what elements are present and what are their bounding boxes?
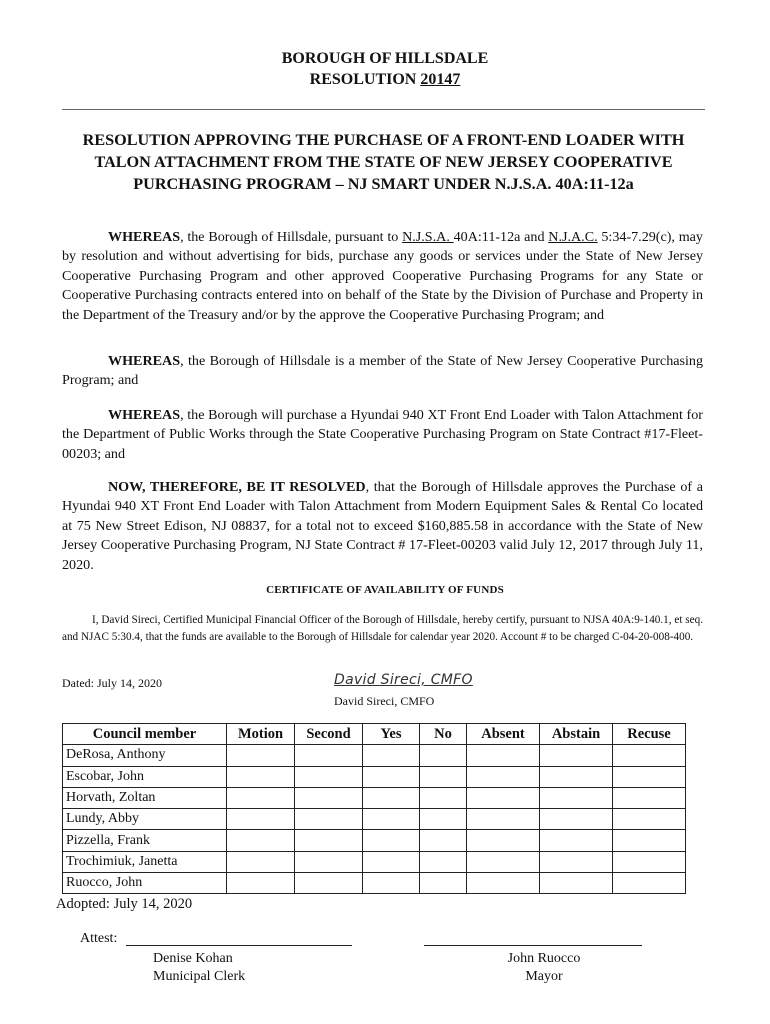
header-divider [62, 109, 705, 110]
table-row [63, 745, 686, 766]
column-header: Recuse [613, 724, 686, 745]
column-header: Yes [363, 724, 420, 745]
borough-name: BOROUGH OF HILLSDALE [281, 50, 489, 67]
whereas-text: 40A:11-12a and [453, 229, 549, 245]
vote-cell [420, 766, 467, 787]
vote-cell [613, 830, 686, 851]
whereas-text: , the Borough of Hillsdale, pursuant to [180, 229, 403, 245]
vote-cell [613, 809, 686, 830]
whereas-paragraph-3 [62, 406, 703, 464]
document-header [0, 48, 770, 90]
vote-cell [540, 787, 613, 808]
column-header: Absent [467, 724, 540, 745]
vote-cell [467, 851, 540, 872]
vote-cell [363, 809, 420, 830]
vote-cell [227, 766, 295, 787]
certificate-date: Dated: July 14, 2020 [62, 676, 162, 690]
vote-cell [227, 873, 295, 894]
vote-cell [540, 851, 613, 872]
vote-cell [295, 745, 363, 766]
resolved-paragraph [62, 478, 703, 575]
council-member-name: Trochimiuk, Janetta [63, 851, 227, 872]
table-row [63, 809, 686, 830]
vote-cell [363, 851, 420, 872]
vote-cell [227, 787, 295, 808]
vote-cell [420, 745, 467, 766]
signer-name: David Sireci, CMFO [334, 694, 435, 708]
handwritten-signature: David Sireci, CMFO [334, 672, 473, 688]
vote-cell [467, 745, 540, 766]
column-header: Council member [63, 724, 227, 745]
council-vote-table [62, 723, 686, 894]
resolution-title: RESOLUTION APPROVING THE PURCHASE OF A FRONT-END LOADER WITH TALON ATTACHMENT FROM THE STATE OF NEW JERSEY COOPERATIVE PURCHASING PROGRAM – NJ SMART UNDER N.J.S.A. 40A:11-12a [82, 131, 685, 193]
vote-cell [295, 766, 363, 787]
vote-cell [467, 873, 540, 894]
resolution-number-line [0, 69, 770, 90]
vote-cell [295, 830, 363, 851]
council-member-name: Pizzella, Frank [63, 830, 227, 851]
vote-cell [467, 809, 540, 830]
table-row [63, 830, 686, 851]
vote-cell [363, 787, 420, 808]
mayor-signature-block [504, 950, 584, 986]
certificate-heading: CERTIFICATE OF AVAILABILITY OF FUNDS [266, 584, 504, 596]
vote-cell [613, 745, 686, 766]
vote-cell [227, 745, 295, 766]
vote-cell [467, 766, 540, 787]
vote-cell [467, 830, 540, 851]
resolved-lead: NOW, THEREFORE, BE IT RESOLVED [108, 479, 366, 495]
clerk-name: Denise Kohan [153, 951, 233, 966]
vote-cell [540, 766, 613, 787]
whereas-lead: WHEREAS [108, 353, 181, 369]
vote-table-header-row [63, 724, 686, 745]
whereas-text: , the Borough will purchase a Hyundai 940 XT Front End Loader with Talon Attachment for the Department of Public Works through the State Cooperative Purchasing Program on State Contract #17-Fleet-00203; and [62, 407, 703, 462]
vote-cell [540, 830, 613, 851]
table-row [63, 766, 686, 787]
column-header: Second [295, 724, 363, 745]
vote-cell [295, 809, 363, 830]
vote-cell [295, 873, 363, 894]
whereas-text: 5:34-7.29(c), may by resolution and without advertising for bids, purchase any goods or services under the State of New Jersey Cooperative Purchasing Program and other approved Cooperative Purchasing Programs for any State or Cooperative Purchasing contracts entered into on behalf of the State by the Division of Purchase and Property in the Department of the Treasury and/or by the approve the Cooperative Purchasing Program; and [62, 229, 703, 323]
table-row [63, 851, 686, 872]
clerk-title: Municipal Clerk [153, 969, 246, 984]
certificate-body [62, 612, 703, 645]
column-header: Abstain [540, 724, 613, 745]
adopted-date: Adopted: July 14, 2020 [56, 896, 193, 912]
column-header: Motion [227, 724, 295, 745]
vote-cell [420, 787, 467, 808]
table-row [63, 873, 686, 894]
vote-cell [613, 873, 686, 894]
vote-cell [295, 851, 363, 872]
whereas-paragraph-1 [62, 228, 703, 325]
resolution-number: 20147 [420, 71, 461, 88]
whereas-text: , the Borough of Hillsdale is a member of the State of New Jersey Cooperative Purchasing Program; and [62, 353, 703, 389]
council-member-name: Horvath, Zoltan [63, 787, 227, 808]
vote-cell [295, 787, 363, 808]
certificate-text: I, David Sireci, Certified Municipal Financial Officer of the Borough of Hillsdale, hereby certify, pursuant to NJSA 40A:9-140.1, et seq. and NJAC 5:30.4, that the funds are available to the Borough of Hillsdale for calendar year 2020. Account # to be charged C-04-20-008-400. [62, 614, 703, 643]
vote-cell [613, 766, 686, 787]
mayor-signature-line [424, 945, 642, 946]
column-header: No [420, 724, 467, 745]
vote-cell [420, 830, 467, 851]
council-member-name: Escobar, John [63, 766, 227, 787]
vote-cell [613, 851, 686, 872]
resolution-label: RESOLUTION [309, 71, 421, 88]
council-member-name: Lundy, Abby [63, 809, 227, 830]
vote-cell [227, 830, 295, 851]
mayor-name: John Ruocco [507, 951, 581, 966]
vote-cell [467, 787, 540, 808]
council-member-name: Ruocco, John [63, 873, 227, 894]
njsa-citation: N.J.S.A. [402, 229, 454, 245]
whereas-lead: WHEREAS [108, 407, 181, 423]
vote-cell [613, 787, 686, 808]
vote-cell [363, 745, 420, 766]
vote-cell [227, 851, 295, 872]
vote-cell [363, 830, 420, 851]
njac-citation: N.J.A.C. [548, 229, 598, 245]
vote-cell [227, 809, 295, 830]
resolved-text: , that the Borough of Hillsdale approves the Purchase of a Hyundai 940 XT Front End Loader with Talon Attachment from Modern Equipment Sales & Rental Co located at 75 New Street Edison, NJ 08837, for a total not to exceed $160,885.58 in accordance with the State of New Jersey Cooperative Purchasing Program, NJ State Contract # 17-Fleet-00203 valid July 12, 2017 through July 11, 2020. [62, 479, 703, 573]
whereas-paragraph-2 [62, 352, 703, 391]
vote-cell [540, 809, 613, 830]
vote-cell [420, 809, 467, 830]
vote-cell [420, 873, 467, 894]
mayor-title: Mayor [525, 969, 563, 984]
vote-cell [363, 766, 420, 787]
clerk-signature-block [153, 950, 245, 986]
vote-cell [540, 873, 613, 894]
vote-cell [363, 873, 420, 894]
council-member-name: DeRosa, Anthony [63, 745, 227, 766]
attest-label: Attest: [80, 931, 118, 946]
vote-cell [420, 851, 467, 872]
clerk-signature-line [126, 945, 352, 946]
whereas-lead: WHEREAS [108, 229, 181, 245]
table-row [63, 787, 686, 808]
vote-cell [540, 745, 613, 766]
